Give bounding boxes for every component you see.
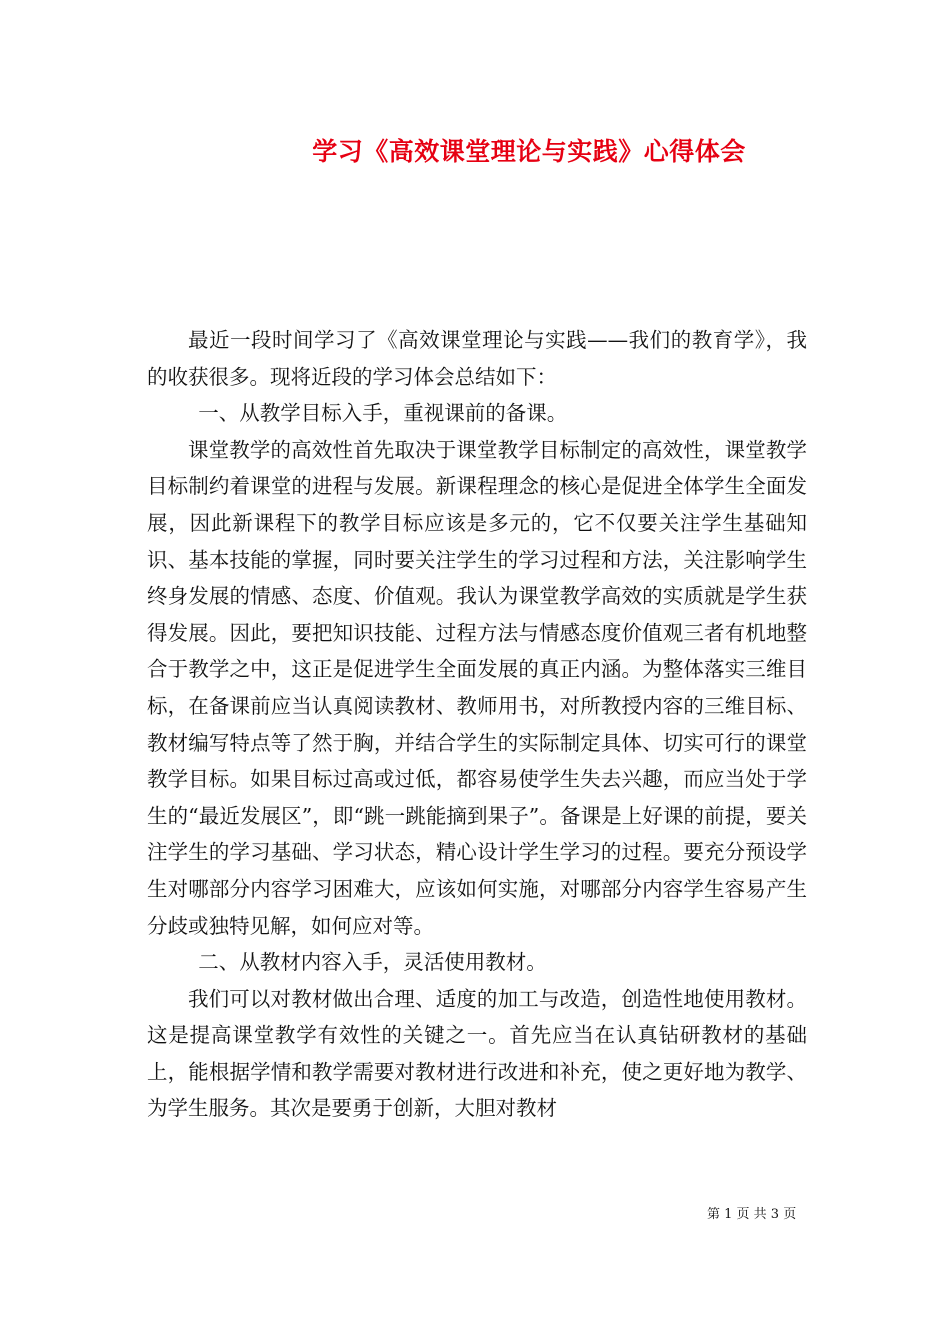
section-heading-1: 一、从教学目标入手，重视课前的备课。 <box>198 401 568 426</box>
section-heading-2: 二、从教材内容入手，灵活使用教材。 <box>198 950 547 975</box>
page-number-footer: 第 1 页 共 3 页 <box>707 1207 797 1222</box>
document-title: 学习《高效课堂理论与实践》心得体会 <box>312 137 746 166</box>
section-1-paragraph: 课堂教学的高效性首先取决于课堂教学目标制定的高效性，课堂教学目标制约着课堂的进程与发展。新课程理念的核心是促进全体学生全面发展，因此新课程下的教学目标应该是多元的，它不仅要关注学生基础知识、基本技能的掌握，同时要关注学生的学习过程和方法，关注影响学生终身发展的情感、态度、价值观。我认为课堂教学高效的实质就是学生获得发展。因此，要把知识技能、过程方法与情感态度价值观三者有机地整合于教学之中，这正是促进学生全面发展的真正内涵。为整体落实三维目标，在备课前应当认真阅读教材、教师用书，对所教授内容的三维目标、教材编写特点等了然于胸，并结合学生的实际制定具体、切实可行的课堂教学目标。如果目标过高或过低，都容易使学生失去兴趣，而应当处于学生的“最近发展区”，即“跳一跳能摘到果子”。备课是上好课的前提，要关注学生的学习基础、学习状态，精心设计学生学习的过程。要充分预设学生对哪部分内容学习困难大，应该如何实施，对哪部分内容学生容易产生分歧或独特见解，如何应对等。 <box>147 437 807 938</box>
intro-paragraph: 最近一段时间学习了《高效课堂理论与实践——我们的教育学》，我的收获很多。现将近段的学习体会总结如下： <box>147 328 807 389</box>
section-2-paragraph: 我们可以对教材做出合理、适度的加工与改造，创造性地使用教材。这是提高课堂教学有效性的关键之一。首先应当在认真钻研教材的基础上，能根据学情和教学需要对教材进行改进和补充，使之更好地为教学、为学生服务。其次是要勇于创新，大胆对教材 <box>147 986 807 1121</box>
document-body <box>147 322 807 1127</box>
